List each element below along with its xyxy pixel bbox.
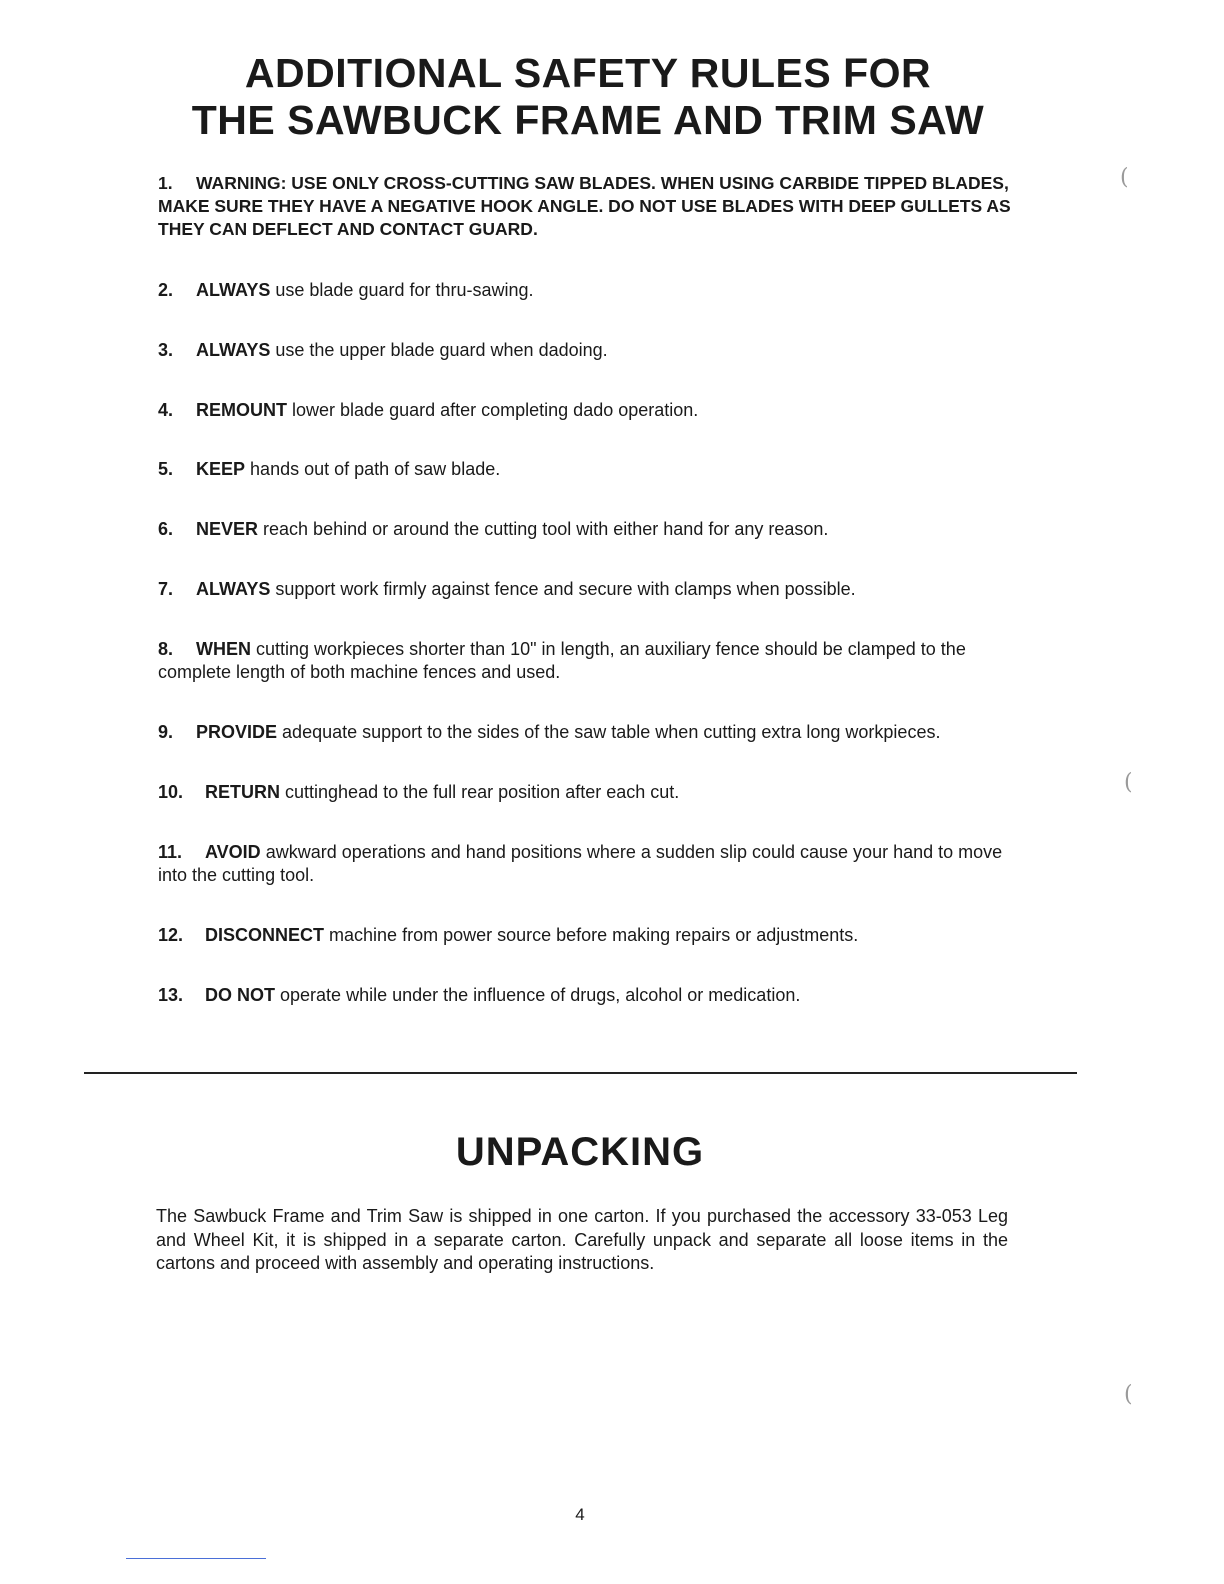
rule-text: use the upper blade guard when dadoing. [275,340,608,360]
rule-keyword: WHEN [196,639,251,659]
safety-rule-3 [158,339,1013,362]
page-title-line-2: THE SAWBUCK FRAME AND TRIM SAW [191,97,985,143]
rule-text: awkward operations and hand positions where a sudden slip could cause your hand to move into the cutting tool. [158,842,1003,885]
safety-rule-10 [158,781,1013,804]
scan-artifact-mark: ( [1120,165,1129,190]
rule-keyword: RETURN [205,782,280,802]
safety-rule-9 [158,721,1013,744]
rule-keyword: ALWAYS [196,280,271,300]
rule-keyword: AVOID [205,842,261,862]
safety-rule-7 [158,578,1013,601]
unpacking-paragraph: The Sawbuck Frame and Trim Saw is shipped in one carton. If you purchased the accessory 33-053 Leg and Wheel Kit, it is shipped in a separate carton. Carefully unpack and separate all loose items in the cartons and proceed with assembly and operating instructions. [156,1206,1008,1273]
rule-number: 12. [158,925,184,945]
rule-number: 7. [158,579,174,599]
page-number: 4 [575,1505,585,1524]
rule-text: reach behind or around the cutting tool with either hand for any reason. [263,519,829,539]
rule-keyword: NEVER [196,519,259,539]
rule-number: 10. [158,782,184,802]
rule-number: 2. [158,280,174,300]
rule-number: 8. [158,639,174,659]
safety-rule-4 [158,399,1013,422]
rule-keyword: ALWAYS [196,579,271,599]
safety-rule-1 [158,172,1013,241]
rule-keyword: DISCONNECT [205,925,325,945]
rule-keyword: ALWAYS [196,340,271,360]
rule-keyword: PROVIDE [196,722,278,742]
rule-number: 11. [158,842,183,862]
rule-text: use blade guard for thru-sawing. [275,280,534,300]
safety-rule-11 [158,841,1013,887]
rule-text: WARNING: USE ONLY CROSS-CUTTING SAW BLADES. WHEN USING CARBIDE TIPPED BLADES, MAKE SURE THEY HAVE A NEGATIVE HOOK ANGLE. DO NOT USE BLADES WITH DEEP GULLETS AS THEY CAN DEFLECT AND CONTACT GUARD. [158,173,1011,239]
safety-rule-8 [158,638,1013,684]
safety-rule-12 [158,924,1013,947]
safety-rule-5 [158,458,1013,481]
scan-artifact-mark: ( [1124,770,1133,795]
page-title-line-1: ADDITIONAL SAFETY RULES FOR [244,50,932,96]
rule-text: cuttinghead to the full rear position after each cut. [285,782,680,802]
safety-rules-list [158,172,1013,1007]
rule-keyword: KEEP [196,459,246,479]
rule-number: 4. [158,400,174,420]
rule-number: 5. [158,459,174,479]
rule-text: cutting workpieces shorter than 10" in length, an auxiliary fence should be clamped to the complete length of both machine fences and used. [158,639,966,682]
safety-rule-13 [158,984,1013,1007]
rule-keyword: REMOUNT [196,400,287,420]
rule-number: 1. [158,173,173,193]
section-divider [84,1072,1077,1074]
rule-text: machine from power source before making repairs or adjustments. [329,925,859,945]
scan-artifact-line [126,1558,266,1559]
rule-text: operate while under the influence of drugs, alcohol or medication. [280,985,801,1005]
rule-number: 13. [158,985,184,1005]
rule-text: support work firmly against fence and secure with clamps when possible. [275,579,856,599]
rule-keyword: DO NOT [205,985,275,1005]
rule-text: lower blade guard after completing dado operation. [292,400,699,420]
page-title [0,50,1176,144]
scan-artifact-mark: ( [1124,1382,1133,1407]
rule-number: 6. [158,519,174,539]
rule-text: adequate support to the sides of the saw table when cutting extra long workpieces. [282,722,941,742]
safety-rule-2 [158,279,1013,302]
safety-rule-6 [158,518,1013,541]
rule-text: hands out of path of saw blade. [250,459,501,479]
rule-number: 3. [158,340,174,360]
rule-number: 9. [158,722,174,742]
unpacking-heading: UNPACKING [455,1130,705,1174]
